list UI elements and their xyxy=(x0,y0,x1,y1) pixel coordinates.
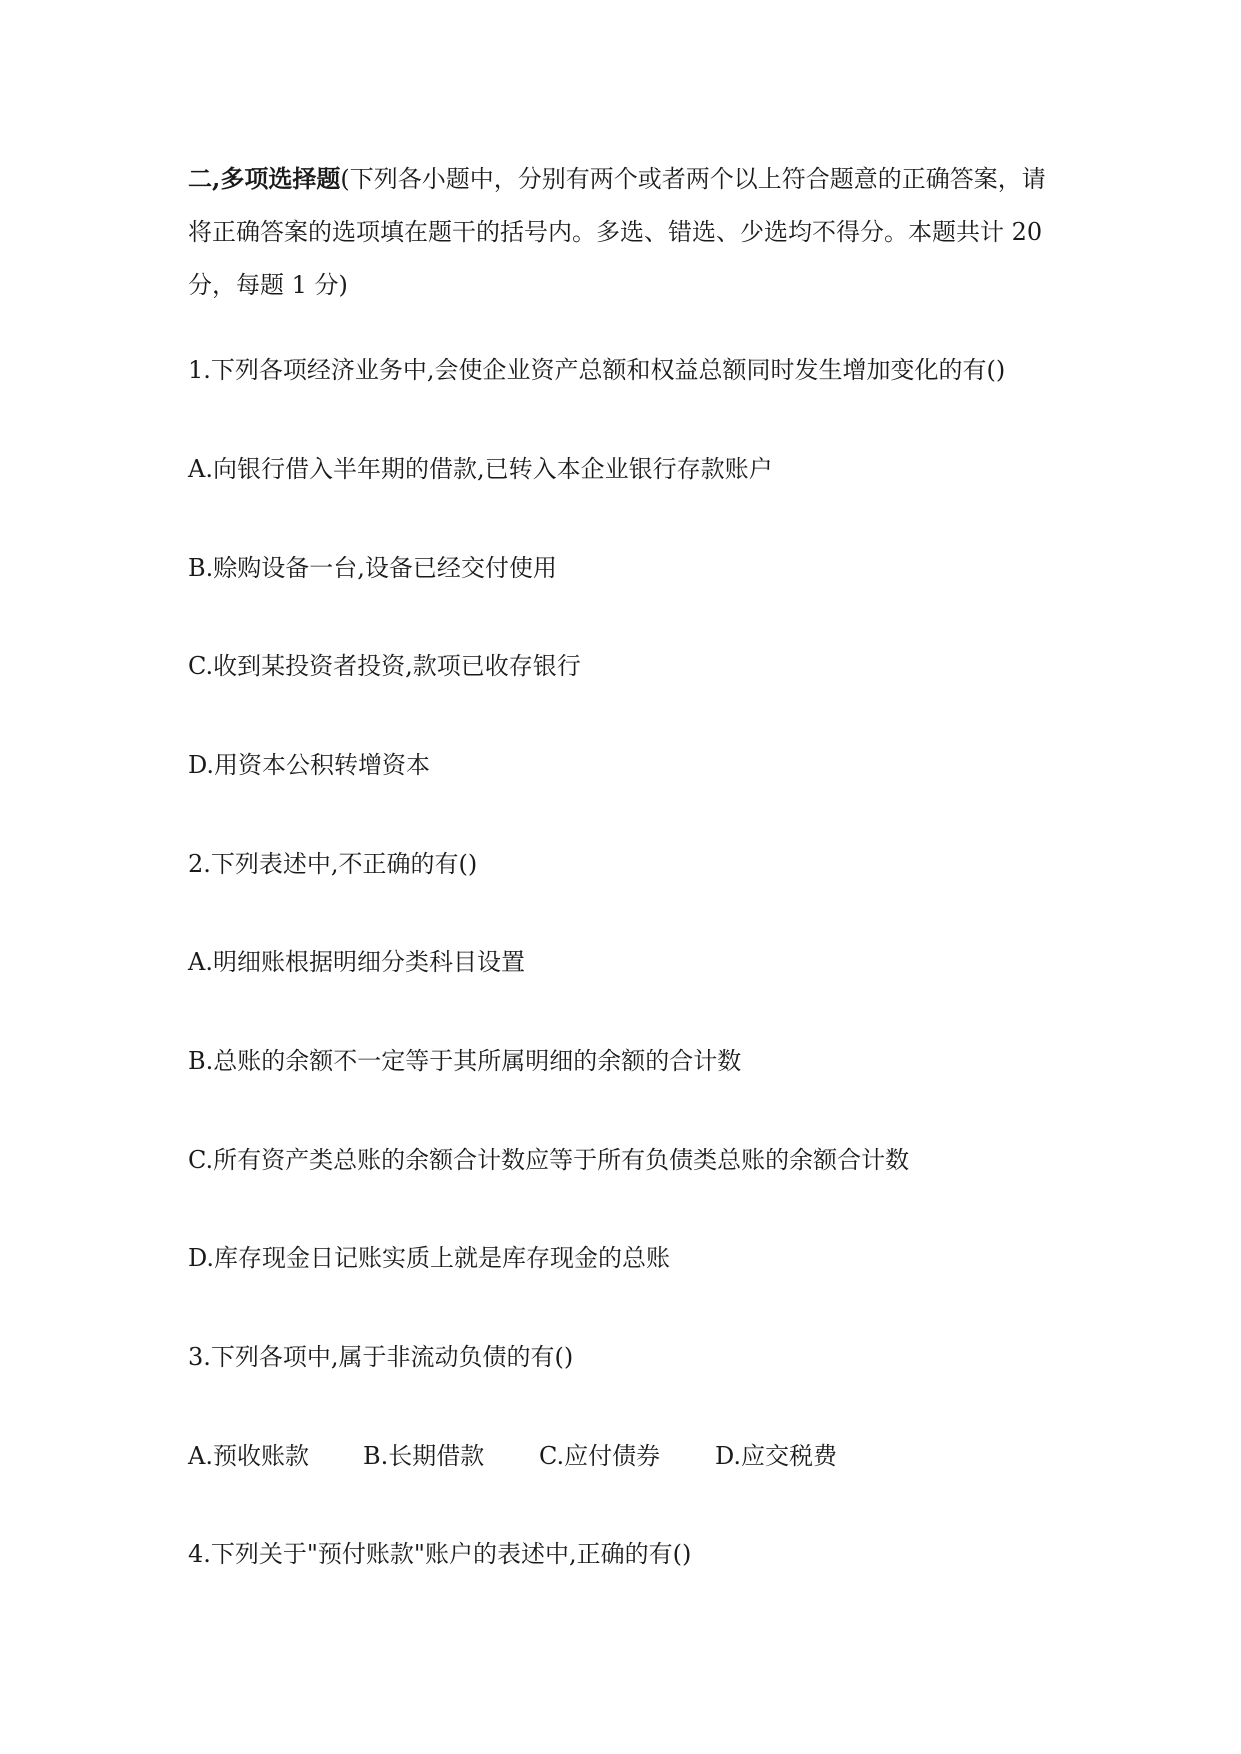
question-3-options xyxy=(188,1440,837,1472)
question-3-option-a: A.预收账款 xyxy=(188,1442,309,1470)
question-3-option-c: C.应付债券 xyxy=(539,1442,661,1470)
question-1-stem: 1.下列各项经济业务中,会使企业资产总额和权益总额同时发生增加变化的有() xyxy=(188,356,1006,384)
question-3-stem: 3.下列各项中,属于非流动负债的有() xyxy=(188,1343,574,1371)
question-1-option-b: B.赊购设备一台,设备已经交付使用 xyxy=(188,554,557,582)
section-header xyxy=(188,152,1068,312)
section-instructions: (下列各小题中，分别有两个或者两个以上符合题意的正确答案，请将正确答案的选项填在题干的括号内。多选、错选、少选均不得分。本题共计 20 分，每题 1 分) xyxy=(188,165,1046,299)
question-4-stem: 4.下列关于"预付账款"账户的表述中,正确的有() xyxy=(188,1540,692,1568)
question-1-option-c: C.收到某投资者投资,款项已收存银行 xyxy=(188,652,581,680)
section-title: 二,多项选择题 xyxy=(188,164,341,193)
question-2-option-b: B.总账的余额不一定等于其所属明细的余额的合计数 xyxy=(188,1047,742,1075)
question-2-stem: 2.下列表述中,不正确的有() xyxy=(188,850,478,878)
question-3-option-d: D.应交税费 xyxy=(715,1442,838,1470)
question-2-option-a: A.明细账根据明细分类科目设置 xyxy=(188,948,525,976)
question-1-option-a: A.向银行借入半年期的借款,已转入本企业银行存款账户 xyxy=(188,455,773,483)
question-1-option-d: D.用资本公积转增资本 xyxy=(188,751,431,779)
question-2-option-c: C.所有资产类总账的余额合计数应等于所有负债类总账的余额合计数 xyxy=(188,1146,910,1174)
question-2-option-d: D.库存现金日记账实质上就是库存现金的总账 xyxy=(188,1244,671,1272)
question-3-option-b: B.长期借款 xyxy=(363,1442,485,1470)
